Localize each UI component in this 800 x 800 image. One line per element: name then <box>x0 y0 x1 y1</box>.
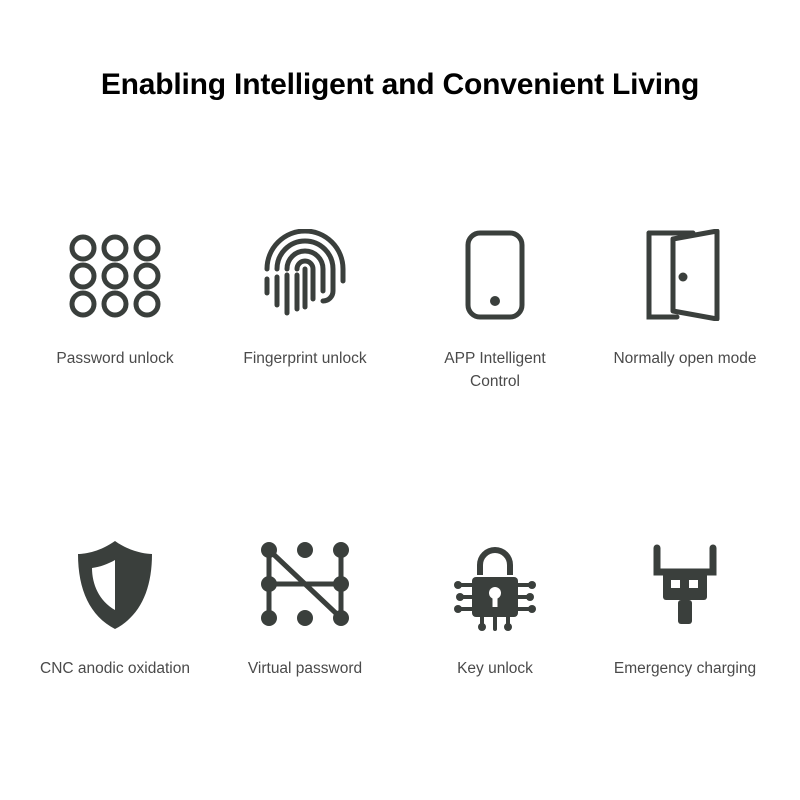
feature-label: CNC anodic oxidation <box>40 660 190 677</box>
feature-item-password-unlock <box>20 225 210 420</box>
feature-item-fingerprint-unlock <box>210 225 400 420</box>
fingerprint-icon <box>261 225 349 325</box>
feature-label: Virtual password <box>247 660 363 677</box>
feature-label: Password unlock <box>56 350 174 367</box>
feature-item-cnc-anodic-oxidation <box>20 535 210 730</box>
keypad-icon <box>67 225 163 325</box>
feature-label: APP Intelligent Control <box>444 350 546 391</box>
circuit-padlock-icon <box>452 535 538 635</box>
feature-label: Normally open mode <box>613 350 757 367</box>
feature-item-virtual-password <box>210 535 400 730</box>
feature-grid <box>20 225 780 730</box>
feature-label: Emergency charging <box>613 660 757 677</box>
shield-icon <box>74 535 156 635</box>
feature-item-app-control <box>400 225 590 420</box>
feature-item-key-unlock <box>400 535 590 730</box>
page-title: Enabling Intelligent and Convenient Living <box>100 68 700 101</box>
pattern-dots-icon <box>259 535 351 635</box>
feature-label: Key unlock <box>457 660 533 677</box>
feature-item-normally-open <box>590 225 780 420</box>
feature-item-emergency-charging <box>590 535 780 730</box>
open-door-icon <box>643 225 727 325</box>
feature-label: Fingerprint unlock <box>243 350 367 367</box>
usb-plug-icon <box>643 535 727 635</box>
smartphone-icon <box>464 225 526 325</box>
